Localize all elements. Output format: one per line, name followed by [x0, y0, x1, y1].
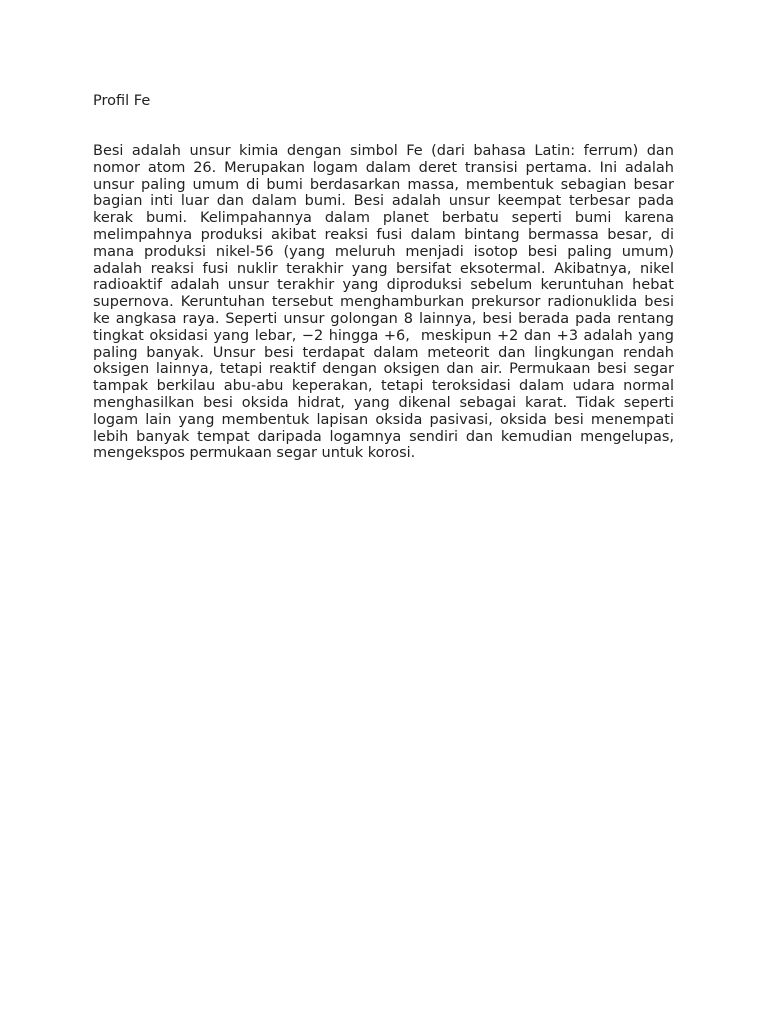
document-paragraph: Besi adalah unsur kimia dengan simbol Fe (dari bahasa Latin: ferrum) dan nomor atom 26. Merupakan logam dalam deret transisi pertama. Ini adalah unsur paling umum di bumi berdasarkan massa, membentuk sebagian besar bagian inti luar dan dalam bumi. Besi adalah unsur keempat terbesar pada kerak bumi. Kelimpahannya dalam planet berbatu seperti bumi karena melimpahnya produksi akibat reaksi fusi dalam bintang bermassa besar, di mana produksi nikel-56 (yang meluruh menjadi isotop besi paling umum) adalah reaksi fusi nuklir terakhir yang bersifat eksotermal. Akibatnya, nikel radioaktif adalah unsur terakhir yang diproduksi sebelum keruntuhan hebat supernova. Keruntuhan tersebut menghamburkan prekursor radionuklida besi ke angkasa raya. Seperti unsur golongan 8 lainnya, besi berada pada rentang tingkat oksidasi yang lebar, −2 hingga +6, meskipun +2 dan +3 adalah yang paling banyak. Unsur besi terdapat dalam meteorit dan lingkungan rendah oksigen lainnya, tetapi reaktif dengan oksigen dan air. Permukaan besi segar tampak berkilau abu-abu keperakan, tetapi teroksidasi dalam udara normal menghasilkan besi oksida hidrat, yang dikenal sebagai karat. Tidak seperti logam lain yang membentuk lapisan oksida pasivasi, oksida besi menempati lebih banyak tempat daripada logamnya sendiri dan kemudian mengelupas, mengekspos permukaan segar untuk korosi. [93, 143, 679, 462]
document-title: Profil Fe [93, 93, 151, 109]
